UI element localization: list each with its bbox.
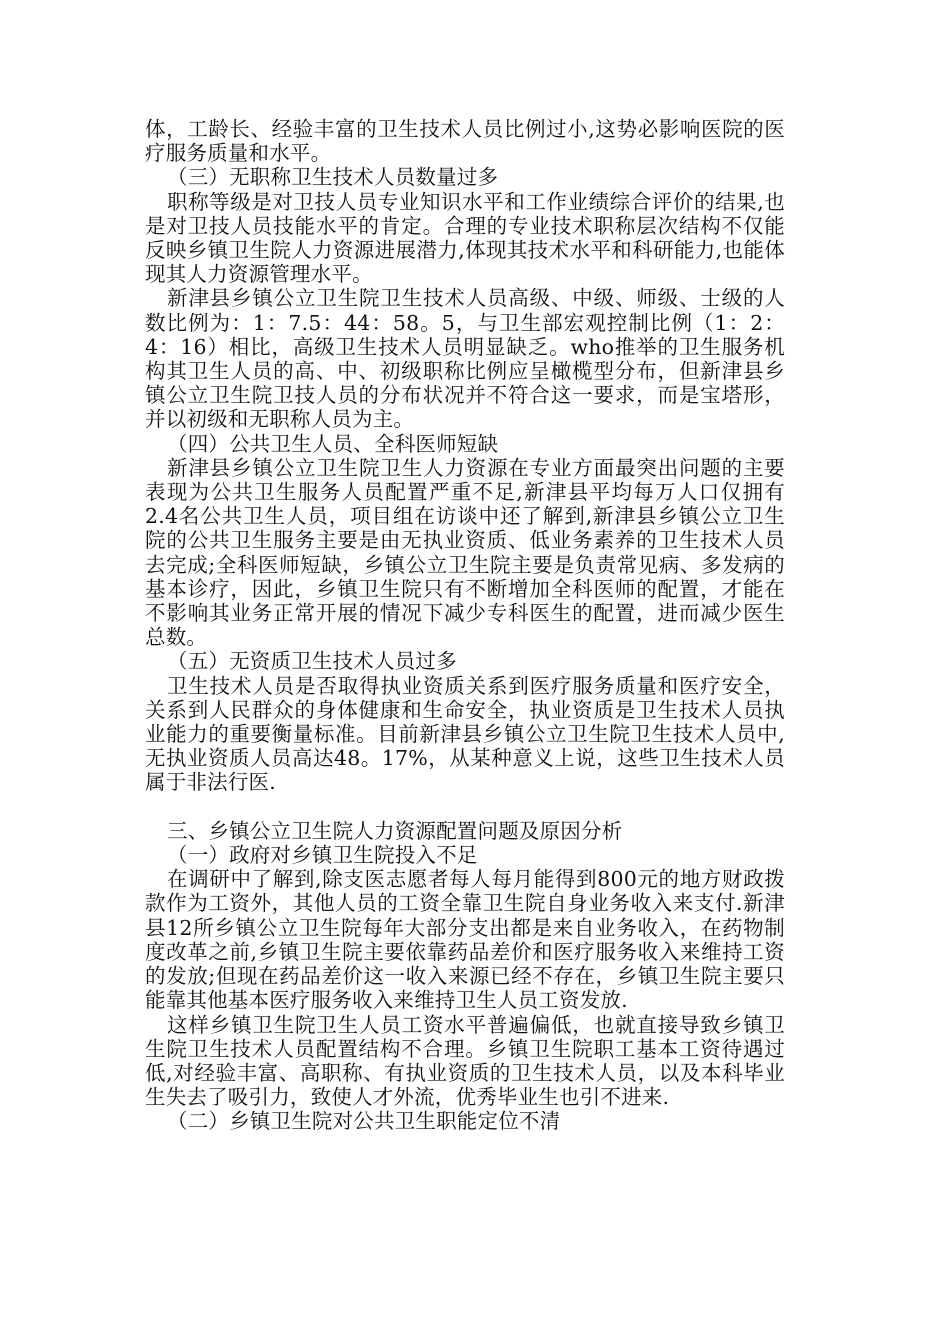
paragraph-public-health: 新津县乡镇公立卫生院卫生人力资源在专业方面最突出问题的主要表现为公共卫生服务人员配置严重不足,新津县平均每万人口仅拥有2.4名公共卫生人员，项目组在访谈中还了解到,新津县乡镇公立卫生院的公共卫生服务主要是由无执业资质、低业务素养的卫生技术人员去完成;全科医师短缺，乡镇公立卫生院主要是负责常见病、多发病的基本诊疗，因此，乡镇卫生院只有不断增加全科医师的配置，才能在不影响其业务正常开展的情况下减少专科医生的配置，进而减少医生总数。 xyxy=(145,455,785,650)
paragraph-qualification: 卫生技术人员是否取得执业资质关系到医疗服务质量和医疗安全，关系到人民群众的身体健康和生命安全，执业资质是卫生技术人员执业能力的重要衡量标准。目前新津县乡镇公立卫生院卫生技术人员中,无执业资质人员高达48。17%，从某种意义上说，这些卫生技术人员属于非法行医. xyxy=(145,673,785,795)
paragraph-continuation: 体，工龄长、经验丰富的卫生技术人员比例过小,这势必影响医院的医疗服务质量和水平。 xyxy=(145,117,785,166)
subheading-unqualified-staff: （五）无资质卫生技术人员过多 xyxy=(167,649,457,674)
paragraph-funding: 在调研中了解到,除支医志愿者每人每月能得到800元的地方财政拨款作为工资外，其他人员的工资全靠卫生院自身业务收入来支付.新津县12所乡镇公立卫生院每年大部分支出都是来自业务收入，在药物制度改革之前,乡镇卫生院主要依靠药品差价和医疗服务收入来维持工资的发放;但现在药品差价这一收入来源已经不存在，乡镇卫生院主要只能靠其他基本医疗服务收入来维持卫生人员工资发放. xyxy=(145,867,785,1013)
subheading-government-investment: （一）政府对乡镇卫生院投入不足 xyxy=(167,843,478,868)
paragraph-low-wages: 这样乡镇卫生院卫生人员工资水平普遍偏低，也就直接导致乡镇卫生院卫生技术人员配置结构不合理。乡镇卫生院职工基本工资待遇过低,对经验丰富、高职称、有执业资质的卫生技术人员，以及本科毕业生失去了吸引力，致使人才外流，优秀毕业生也引不进来. xyxy=(145,1012,785,1110)
paragraph-ratio: 新津县乡镇公立卫生院卫生技术人员高级、中级、师级、士级的人数比例为：1：7.5：44：58。5，与卫生部宏观控制比例（1：2：4：16）相比，高级卫生技术人员明显缺乏。who推举的卫生服务机构其卫生人员的高、中、初级职称比例应呈橄榄型分布，但新津县乡镇公立卫生院卫技人员的分布状况并不符合这一要求，而是宝塔形，并以初级和无职称人员为主。 xyxy=(145,286,785,432)
subheading-no-title-staff: （三）无职称卫生技术人员数量过多 xyxy=(167,165,499,190)
subheading-function-positioning: （二）乡镇卫生院对公共卫生职能定位不清 xyxy=(167,1109,561,1134)
paragraph-title-levels: 职称等级是对卫技人员专业知识水平和工作业绩综合评价的结果,也是对卫技人员技能水平的肯定。合理的专业技术职称层次结构不仅能反映乡镇卫生院人力资源进展潜力,体现其技术水平和科研能力,也能体现其人力资源管理水平。 xyxy=(145,189,785,287)
section-heading-three: 三、乡镇公立卫生院人力资源配置问题及原因分析 xyxy=(167,818,623,843)
subheading-public-health-shortage: （四）公共卫生人员、全科医师短缺 xyxy=(167,431,499,456)
document-body xyxy=(145,117,785,1134)
